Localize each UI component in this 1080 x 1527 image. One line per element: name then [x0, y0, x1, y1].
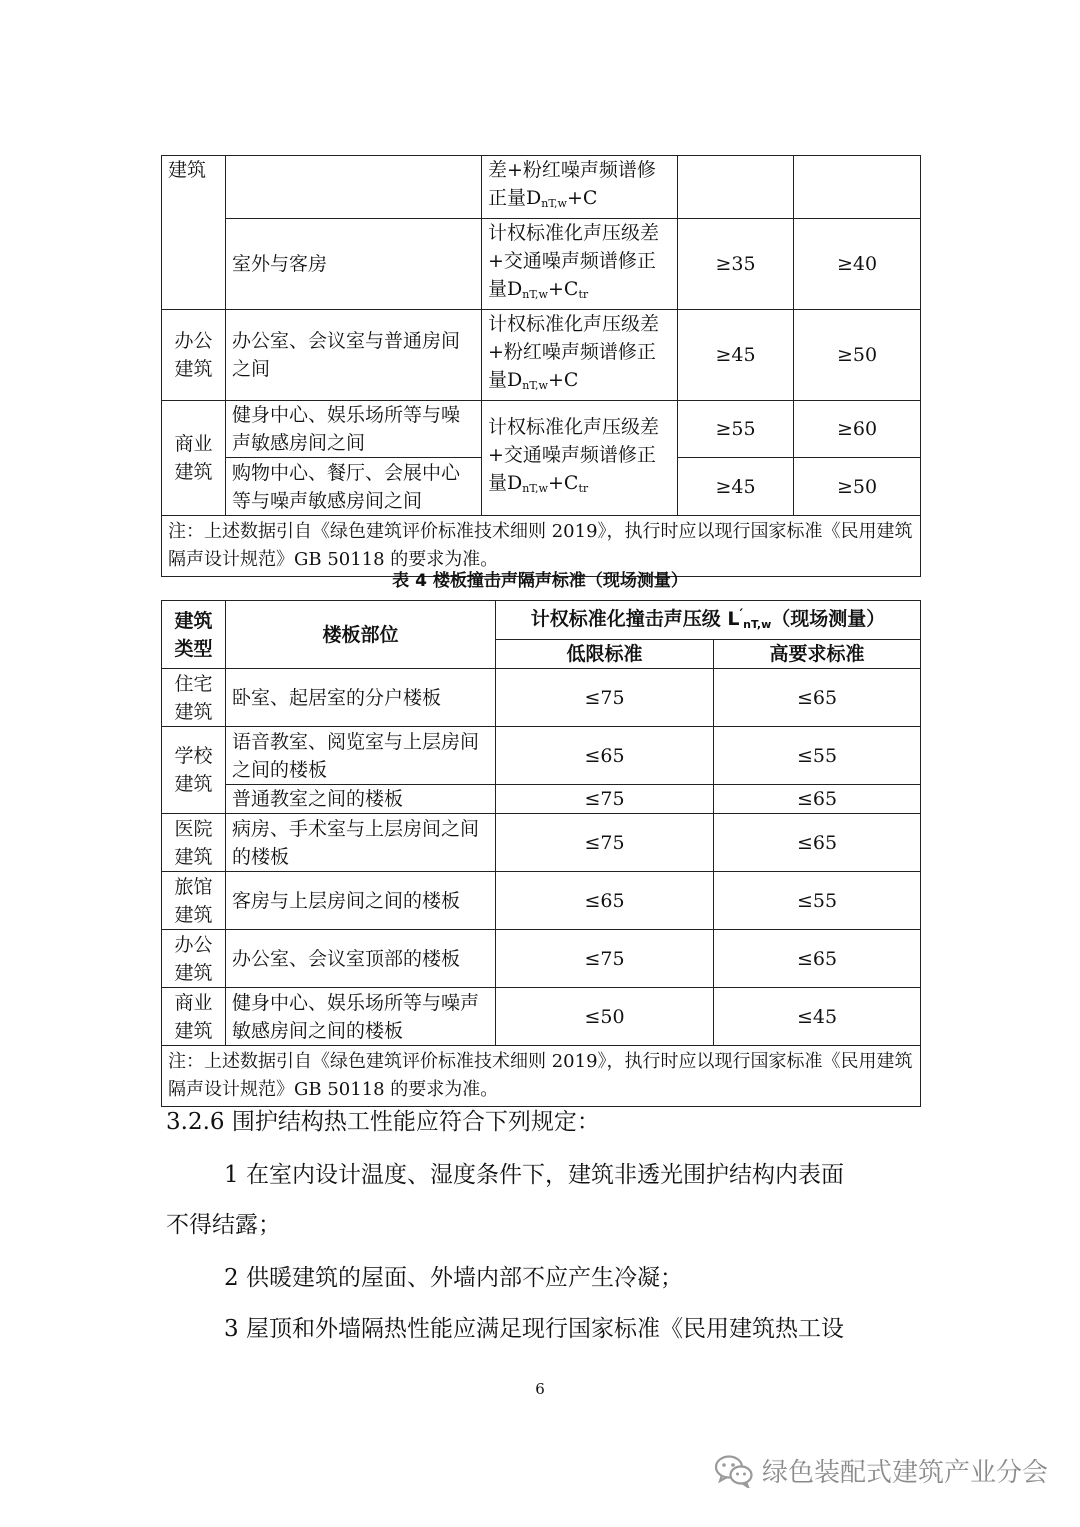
high-standard-cell: ≥40	[794, 219, 921, 310]
high-standard-cell: ≥50	[794, 458, 921, 516]
table-4-caption: 表 4 楼板撞击声隔声标准（现场测量）	[392, 571, 688, 591]
clause-item-1-line-1: 1 在室内设计温度、湿度条件下，建筑非透光围护结构内表面	[224, 1162, 844, 1188]
clause-heading: 3.2.6 围护结构热工性能应符合下列规定：	[166, 1109, 600, 1135]
table-note: 注：上述数据引自《绿色建筑评价标准技术细则 2019》，执行时应以现行国家标准《民用建筑隔声设计规范》GB 50118 的要求为准。	[162, 516, 921, 577]
low-standard-cell: ≥35	[678, 219, 794, 310]
watermark	[714, 1452, 1048, 1489]
low-standard-cell: ≤75	[496, 669, 714, 727]
floor-part-cell: 语音教室、阅览室与上层房间之间的楼板	[226, 727, 496, 785]
clause-item-3: 3 屋顶和外墙隔热性能应满足现行国家标准《民用建筑热工设	[224, 1316, 844, 1342]
room-part-cell: 健身中心、娱乐场所等与噪声敏感房间之间	[226, 401, 482, 458]
metric-cell: 计权标准化声压级差+粉红噪声频谱修正量$D_{nT,w}+C$	[482, 310, 678, 401]
high-standard-cell: ≥60	[794, 401, 921, 458]
floor-part-cell: 病房、手术室与上层房间之间的楼板	[226, 814, 496, 872]
wechat-icon	[714, 1454, 754, 1488]
clause-item-2: 2 供暖建筑的屋面、外墙内部不应产生冷凝；	[224, 1265, 683, 1291]
high-standard-cell: ≤65	[714, 930, 921, 988]
high-standard-cell: ≤65	[714, 669, 921, 727]
low-standard-cell: ≥45	[678, 310, 794, 401]
low-standard-cell: ≥55	[678, 401, 794, 458]
floor-part-cell: 健身中心、娱乐场所等与噪声敏感房间之间的楼板	[226, 988, 496, 1046]
high-standard-cell: ≥50	[794, 310, 921, 401]
header-building-type: 建筑类型	[162, 601, 226, 669]
building-type-cell: 办公建筑	[162, 310, 226, 401]
high-standard-cell: ≤45	[714, 988, 921, 1046]
room-part-cell: 购物中心、餐厅、会展中心等与噪声敏感房间之间	[226, 458, 482, 516]
floor-part-cell: 卧室、起居室的分户楼板	[226, 669, 496, 727]
header-floor-part: 楼板部位	[226, 601, 496, 669]
building-type-cell: 旅馆建筑	[162, 872, 226, 930]
page-number: 6	[535, 1380, 545, 1398]
building-type-cell: 学校建筑	[162, 727, 226, 814]
high-standard-cell: ≤55	[714, 872, 921, 930]
low-standard-cell: ≤65	[496, 872, 714, 930]
high-standard-cell: ≤55	[714, 727, 921, 785]
floor-part-cell: 办公室、会议室顶部的楼板	[226, 930, 496, 988]
building-type-cell: 建筑	[162, 156, 226, 310]
low-standard-cell: ≤65	[496, 727, 714, 785]
room-part-cell: 办公室、会议室与普通房间之间	[226, 310, 482, 401]
floor-impact-sound-table	[161, 600, 921, 1107]
floor-part-cell: 客房与上层房间之间的楼板	[226, 872, 496, 930]
building-type-cell: 医院建筑	[162, 814, 226, 872]
room-part-cell: 室外与客房	[226, 219, 482, 310]
header-impact-level-group: 计权标准化撞击声压级 $L'_{nT,w}$（现场测量）	[496, 601, 921, 640]
metric-cell: 差+粉红噪声频谱修正量$D_{nT,w}+C$	[482, 156, 678, 219]
watermark-text: 绿色装配式建筑产业分会	[761, 1458, 1048, 1488]
header-high-standard: 高要求标准	[714, 640, 921, 669]
sound-insulation-table-continued	[161, 155, 921, 577]
metric-cell: 计权标准化声压级差+交通噪声频谱修正量$D_{nT,w}+C_{tr}$	[482, 401, 678, 516]
low-standard-cell: ≤50	[496, 988, 714, 1046]
clause-item-1-line-2: 不得结露；	[166, 1212, 281, 1238]
header-low-standard: 低限标准	[496, 640, 714, 669]
high-standard-cell: ≤65	[714, 814, 921, 872]
low-standard-cell: ≤75	[496, 930, 714, 988]
low-standard-cell: ≤75	[496, 785, 714, 814]
building-type-cell: 商业建筑	[162, 988, 226, 1046]
building-type-cell: 住宅建筑	[162, 669, 226, 727]
low-standard-cell: ≥45	[678, 458, 794, 516]
high-standard-cell	[794, 156, 921, 219]
room-part-cell	[226, 156, 482, 219]
high-standard-cell: ≤65	[714, 785, 921, 814]
metric-cell: 计权标准化声压级差+交通噪声频谱修正量$D_{nT,w}+C_{tr}$	[482, 219, 678, 310]
building-type-cell: 商业建筑	[162, 401, 226, 516]
low-standard-cell: ≤75	[496, 814, 714, 872]
table-note: 注：上述数据引自《绿色建筑评价标准技术细则 2019》，执行时应以现行国家标准《民用建筑隔声设计规范》GB 50118 的要求为准。	[162, 1046, 921, 1107]
floor-part-cell: 普通教室之间的楼板	[226, 785, 496, 814]
building-type-cell: 办公建筑	[162, 930, 226, 988]
low-standard-cell	[678, 156, 794, 219]
